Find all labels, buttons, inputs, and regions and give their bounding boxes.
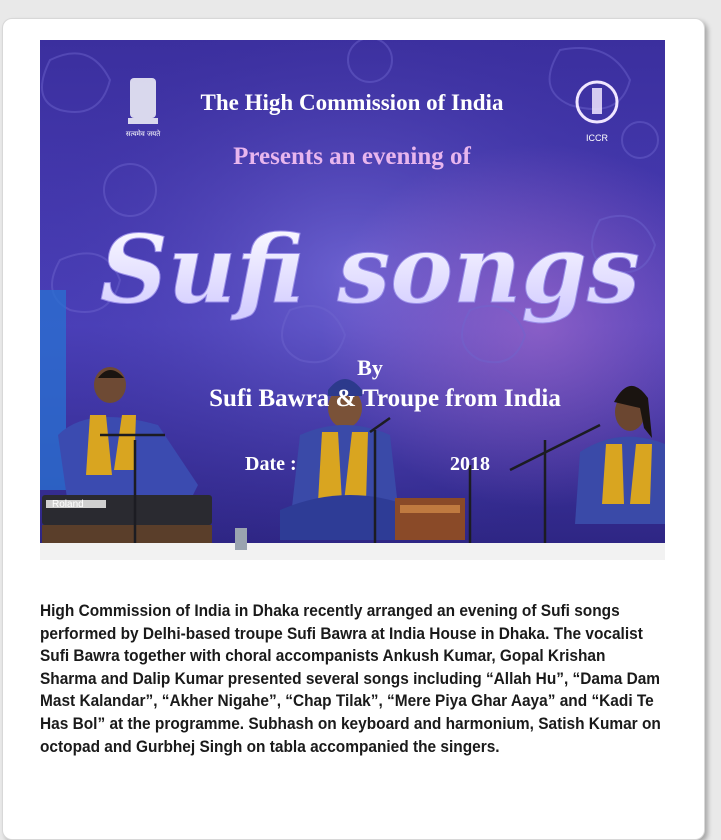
event-photo-illustration bbox=[40, 40, 665, 560]
harmonium bbox=[395, 498, 465, 540]
banner-performers: Sufi Bawra & Troupe from India bbox=[209, 385, 561, 412]
banner-date-label: Date : bbox=[245, 453, 297, 475]
emblem-caption: सत्यमेव जयते bbox=[125, 130, 161, 138]
event-photo bbox=[40, 40, 665, 560]
stage-floor bbox=[40, 543, 665, 560]
photo-caption: High Commission of India in Dhaka recently arranged an evening of Sufi songs performed by Delhi-based troupe Sufi Bawra at India House in Dhaka. The vocalist Sufi Bawra together with choral accompanists Ankush Kumar, Gopal Krishan Sharma and Dalip Kumar presented several songs including “Allah Hu”, “Dama Dam Mast Kalandar”, “Akher Nigahe”, “Chap Tilak”, “Mere Piya Ghar Aaya” and “Kadi Te Has Bol” at the programme. Subhash on keyboard and harmonium, Satish Kumar on octopad and Gurbhej Singh on tabla accompanied the singers. bbox=[40, 601, 661, 756]
banner-organizer: The High Commission of India bbox=[200, 90, 504, 115]
keyboard-brand: Roland bbox=[52, 499, 84, 510]
banner-by: By bbox=[357, 355, 383, 380]
banner-presents: Presents an evening of bbox=[233, 143, 471, 170]
india-emblem-icon bbox=[128, 78, 158, 124]
banner-date-value: 2018 bbox=[450, 453, 490, 475]
banner-title: Sufi songs bbox=[100, 215, 640, 325]
iccr-label: ICCR bbox=[586, 133, 608, 143]
